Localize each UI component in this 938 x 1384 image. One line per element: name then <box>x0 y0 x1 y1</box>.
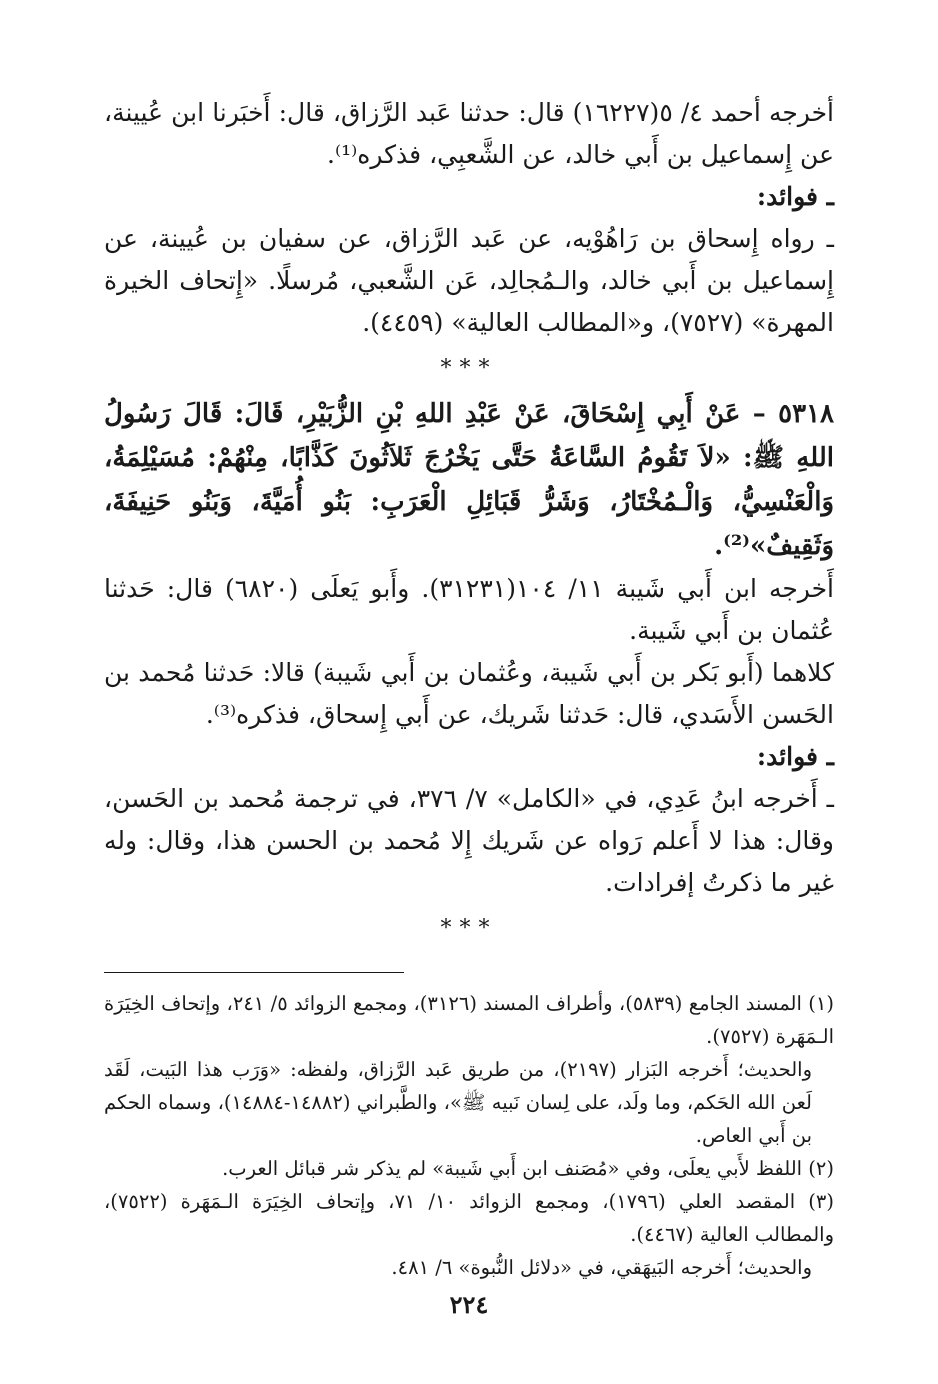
section-divider-stars: *** <box>440 916 498 941</box>
footnote-1-continued: والحديث؛ أَخرجه البَزار (٢١٩٧)، من طريق عَبد الرَّزاق، ولفظه: «وَرَب هذا البَيت، لَقَد لَعن الله الحَكم، وما ولَد، على لِسان نَبيه ﷺ»، والطَّبراني (١٤٨٨٢-١٤٨٨٤)، وسماه الحكم بن أَبي العاص. <box>104 1058 812 1147</box>
main-text <box>104 92 834 944</box>
paragraph-takhrij-3: كلاهما (أَبو بَكر بن أَبي شَيبة، وعُثمان بن أَبي شَيبة) قالا: حَدثنا مُحمد بن الحَسن الأَسَدي، قال: حَدثنا شَريك، عن أَبي إِسحاق، فذكره⁽³⁾. <box>104 658 834 729</box>
paragraph-takhrij-2: أَخرجه ابن أَبي شَيبة ١١/ ١٠٤(٣١٢٣١). وأَبو يَعلَى (٦٨٢٠) قال: حَدثنا عُثمان بن أَبي شَيبة. <box>104 574 835 645</box>
paragraph-fawaid-1: ـ رواه إِسحاق بن رَاهُوْيه، عن عَبد الرَّزاق، عن سفيان بن عُيينة، عن إِسماعيل بن أَبي خالد، والـمُجالِد، عَن الشَّعبي، مُرسلًا. «إِتحاف الخيرة المهرة» (٧٥٢٧)، و«المطالب العالية» (٤٤٥٩). <box>104 224 834 337</box>
paragraph-takhrij-1: أخرجه أحمد ٤/ ٥(١٦٢٢٧) قال: حدثنا عَبد الرَّزاق، قال: أَخبَرنا ابن عُيينة، عن إِسماعيل بن أَبي خالد، عن الشَّعبِي، فذكره⁽¹⁾. <box>104 98 834 169</box>
footnote-2: (٢) اللفظ لأَبي يعلَى، وفي «مُصَنف ابن أَبي شَيبة» لم يذكر شر قبائل العرب. <box>222 1157 834 1180</box>
section-divider-stars: *** <box>440 356 498 381</box>
footnote-3-continued: والحديث؛ أَخرجه البَيهَقي، في «دلائل النُّبوة» ٦/ ٤٨١. <box>391 1256 812 1279</box>
footnote-3: (٣) المقصد العلي (١٧٩٦)، ومجمع الزوائد ١٠/ ٧١، وإتحاف الخِيَرَة الـمَهَرة (٧٥٢٢)، والمطالب العالية (٤٤٦٧). <box>104 1190 834 1246</box>
footnote-separator <box>104 972 404 973</box>
page-number: ٢٢٤ <box>449 1290 489 1319</box>
hadith-text: ٥٣١٨ – عَنْ أَبِي إِسْحَاقَ، عَنْ عَبْدِ اللهِ بْنِ الزُّبَيْرِ، قَالَ: قَالَ رَسُولُ اللهِ ﷺ: «لاَ تَقُومُ السَّاعَةُ حَتَّى يَخْرُجَ ثَلاَثُونَ كَذَّابًا، مِنْهُمْ: مُسَيْلِمَةُ، وَالْعَنْسِيُّ، وَالْـمُخْتَارُ، وَشَرُّ قَبَائِلِ الْعَرَبِ: بَنُو أُمَيَّةَ، وَبَنُو حَنِيفَةَ، وَثَقِيفٌ»⁽²⁾. <box>104 399 834 561</box>
paragraph-fawaid-2: ـ أَخرجه ابنُ عَدِي، في «الكامل» ٧/ ٣٧٦، في ترجمة مُحمد بن الحَسن، وقال: هذا لا أَعلم رَواه عن شَريك إِلا مُحمد بن الحسن هذا، وقال: وله غير ما ذكرتُ إفرادات. <box>104 784 834 897</box>
fawaid-heading-1: ـ فوائد: <box>756 182 834 211</box>
fawaid-heading-2: ـ فوائد: <box>756 742 834 771</box>
footnotes <box>104 987 834 1284</box>
footnote-1: (١) المسند الجامع (٥٨٣٩)، وأطراف المسند (٣١٢٦)، ومجمع الزوائد ٥/ ٢٤١، وإتحاف الخِيَرَة الـمَهَرة (٧٥٢٧). <box>104 992 834 1048</box>
